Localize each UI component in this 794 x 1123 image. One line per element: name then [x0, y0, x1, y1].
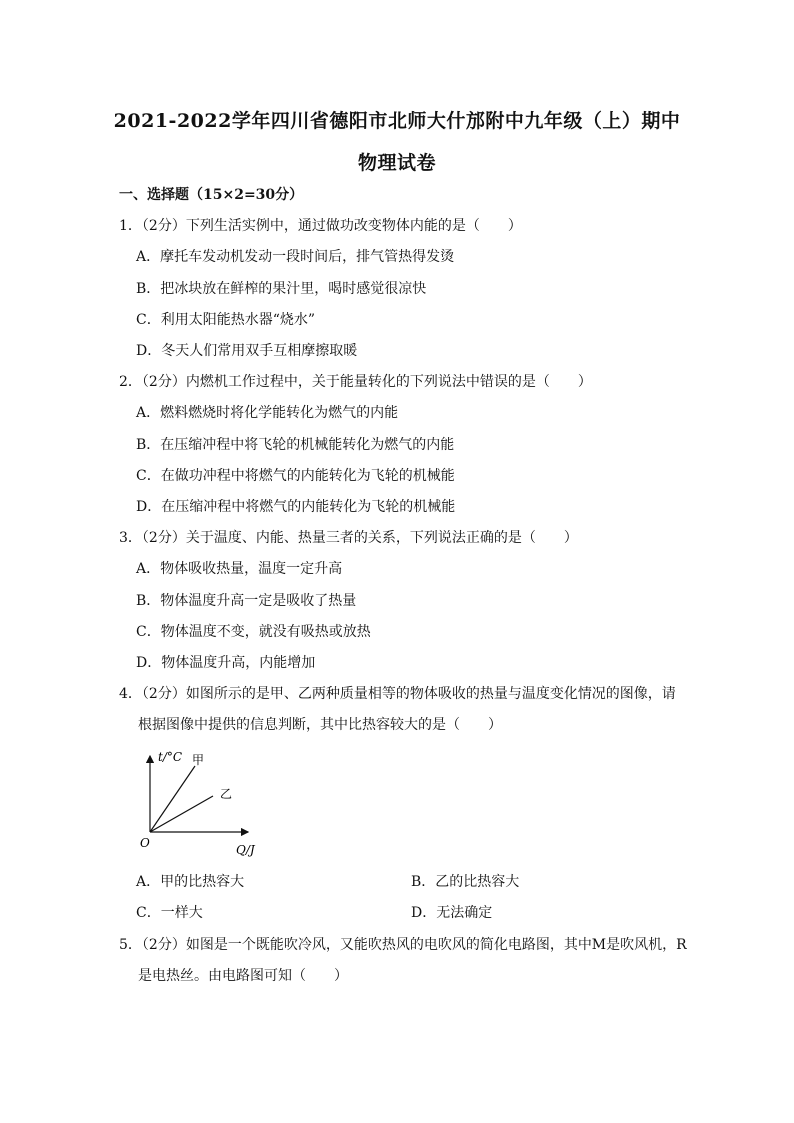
x-axis-label: Q/J [236, 843, 255, 857]
question-1-option-c: C．利用太阳能热水器“烧水” [136, 312, 316, 328]
question-4-option-d: D．无法确定 [411, 905, 493, 921]
question-5-stem-line1: 5．（2分）如图是一个既能吹冷风，又能吹热风的电吹风的简化电路图，其中M是吹风机，R [119, 937, 687, 953]
question-3-option-d: D．物体温度升高，内能增加 [136, 655, 316, 671]
question-4-stem-line2: 根据图像中提供的信息判断，其中比热容较大的是（ ） [138, 717, 502, 733]
question-2-option-d: D．在压缩冲程中将燃气的内能转化为飞轮的机械能 [136, 499, 456, 515]
exam-title-line2: 物理试卷 [357, 152, 436, 174]
line-yi [150, 796, 213, 832]
line-jia-label: 甲 [192, 753, 205, 767]
line-jia [150, 766, 195, 832]
question-4-option-a: A．甲的比热容大 [136, 874, 245, 890]
exam-title-line1: 2021-2022学年四川省德阳市北师大什邡附中九年级（上）期中 [113, 110, 681, 132]
section-heading: 一、选择题（15×2=30分） [119, 187, 304, 203]
question-4-option-b: B．乙的比热容大 [411, 874, 520, 890]
origin-label: O [140, 836, 150, 850]
y-axis-label: t/°C [158, 750, 183, 764]
question-3-stem: 3．（2分）关于温度、内能、热量三者的关系，下列说法正确的是（ ） [119, 530, 578, 546]
question-2-stem: 2．（2分）内燃机工作过程中，关于能量转化的下列说法中错误的是（ ） [119, 374, 592, 390]
question-3-option-a: A．物体吸收热量，温度一定升高 [136, 561, 343, 577]
question-5-stem-line2: 是电热丝。由电路图可知（ ） [138, 968, 348, 984]
question-2-option-c: C．在做功冲程中将燃气的内能转化为飞轮的机械能 [136, 468, 455, 484]
question-2-option-a: A．燃料燃烧时将化学能转化为燃气的内能 [136, 405, 399, 421]
question-2-option-b: B．在压缩冲程中将飞轮的机械能转化为燃气的内能 [136, 437, 455, 453]
question-1-option-b: B．把冰块放在鲜榨的果汁里，喝时感觉很凉快 [136, 281, 427, 297]
question-4-figure [130, 740, 270, 865]
question-4-stem-line1: 4．（2分）如图所示的是甲、乙两种质量相等的物体吸收的热量与温度变化情况的图像，请 [119, 686, 676, 702]
question-4-option-c: C．一样大 [136, 905, 203, 921]
question-1-option-a: A．摩托车发动机发动一段时间后，排气管热得发烫 [136, 249, 455, 265]
question-1-stem: 1．（2分）下列生活实例中，通过做功改变物体内能的是（ ） [119, 218, 522, 234]
line-yi-label: 乙 [220, 787, 233, 801]
question-3-option-b: B．物体温度升高一定是吸收了热量 [136, 593, 357, 609]
question-3-option-c: C．物体温度不变，就没有吸热或放热 [136, 624, 371, 640]
question-1-option-d: D．冬天人们常用双手互相摩擦取暖 [136, 343, 358, 359]
